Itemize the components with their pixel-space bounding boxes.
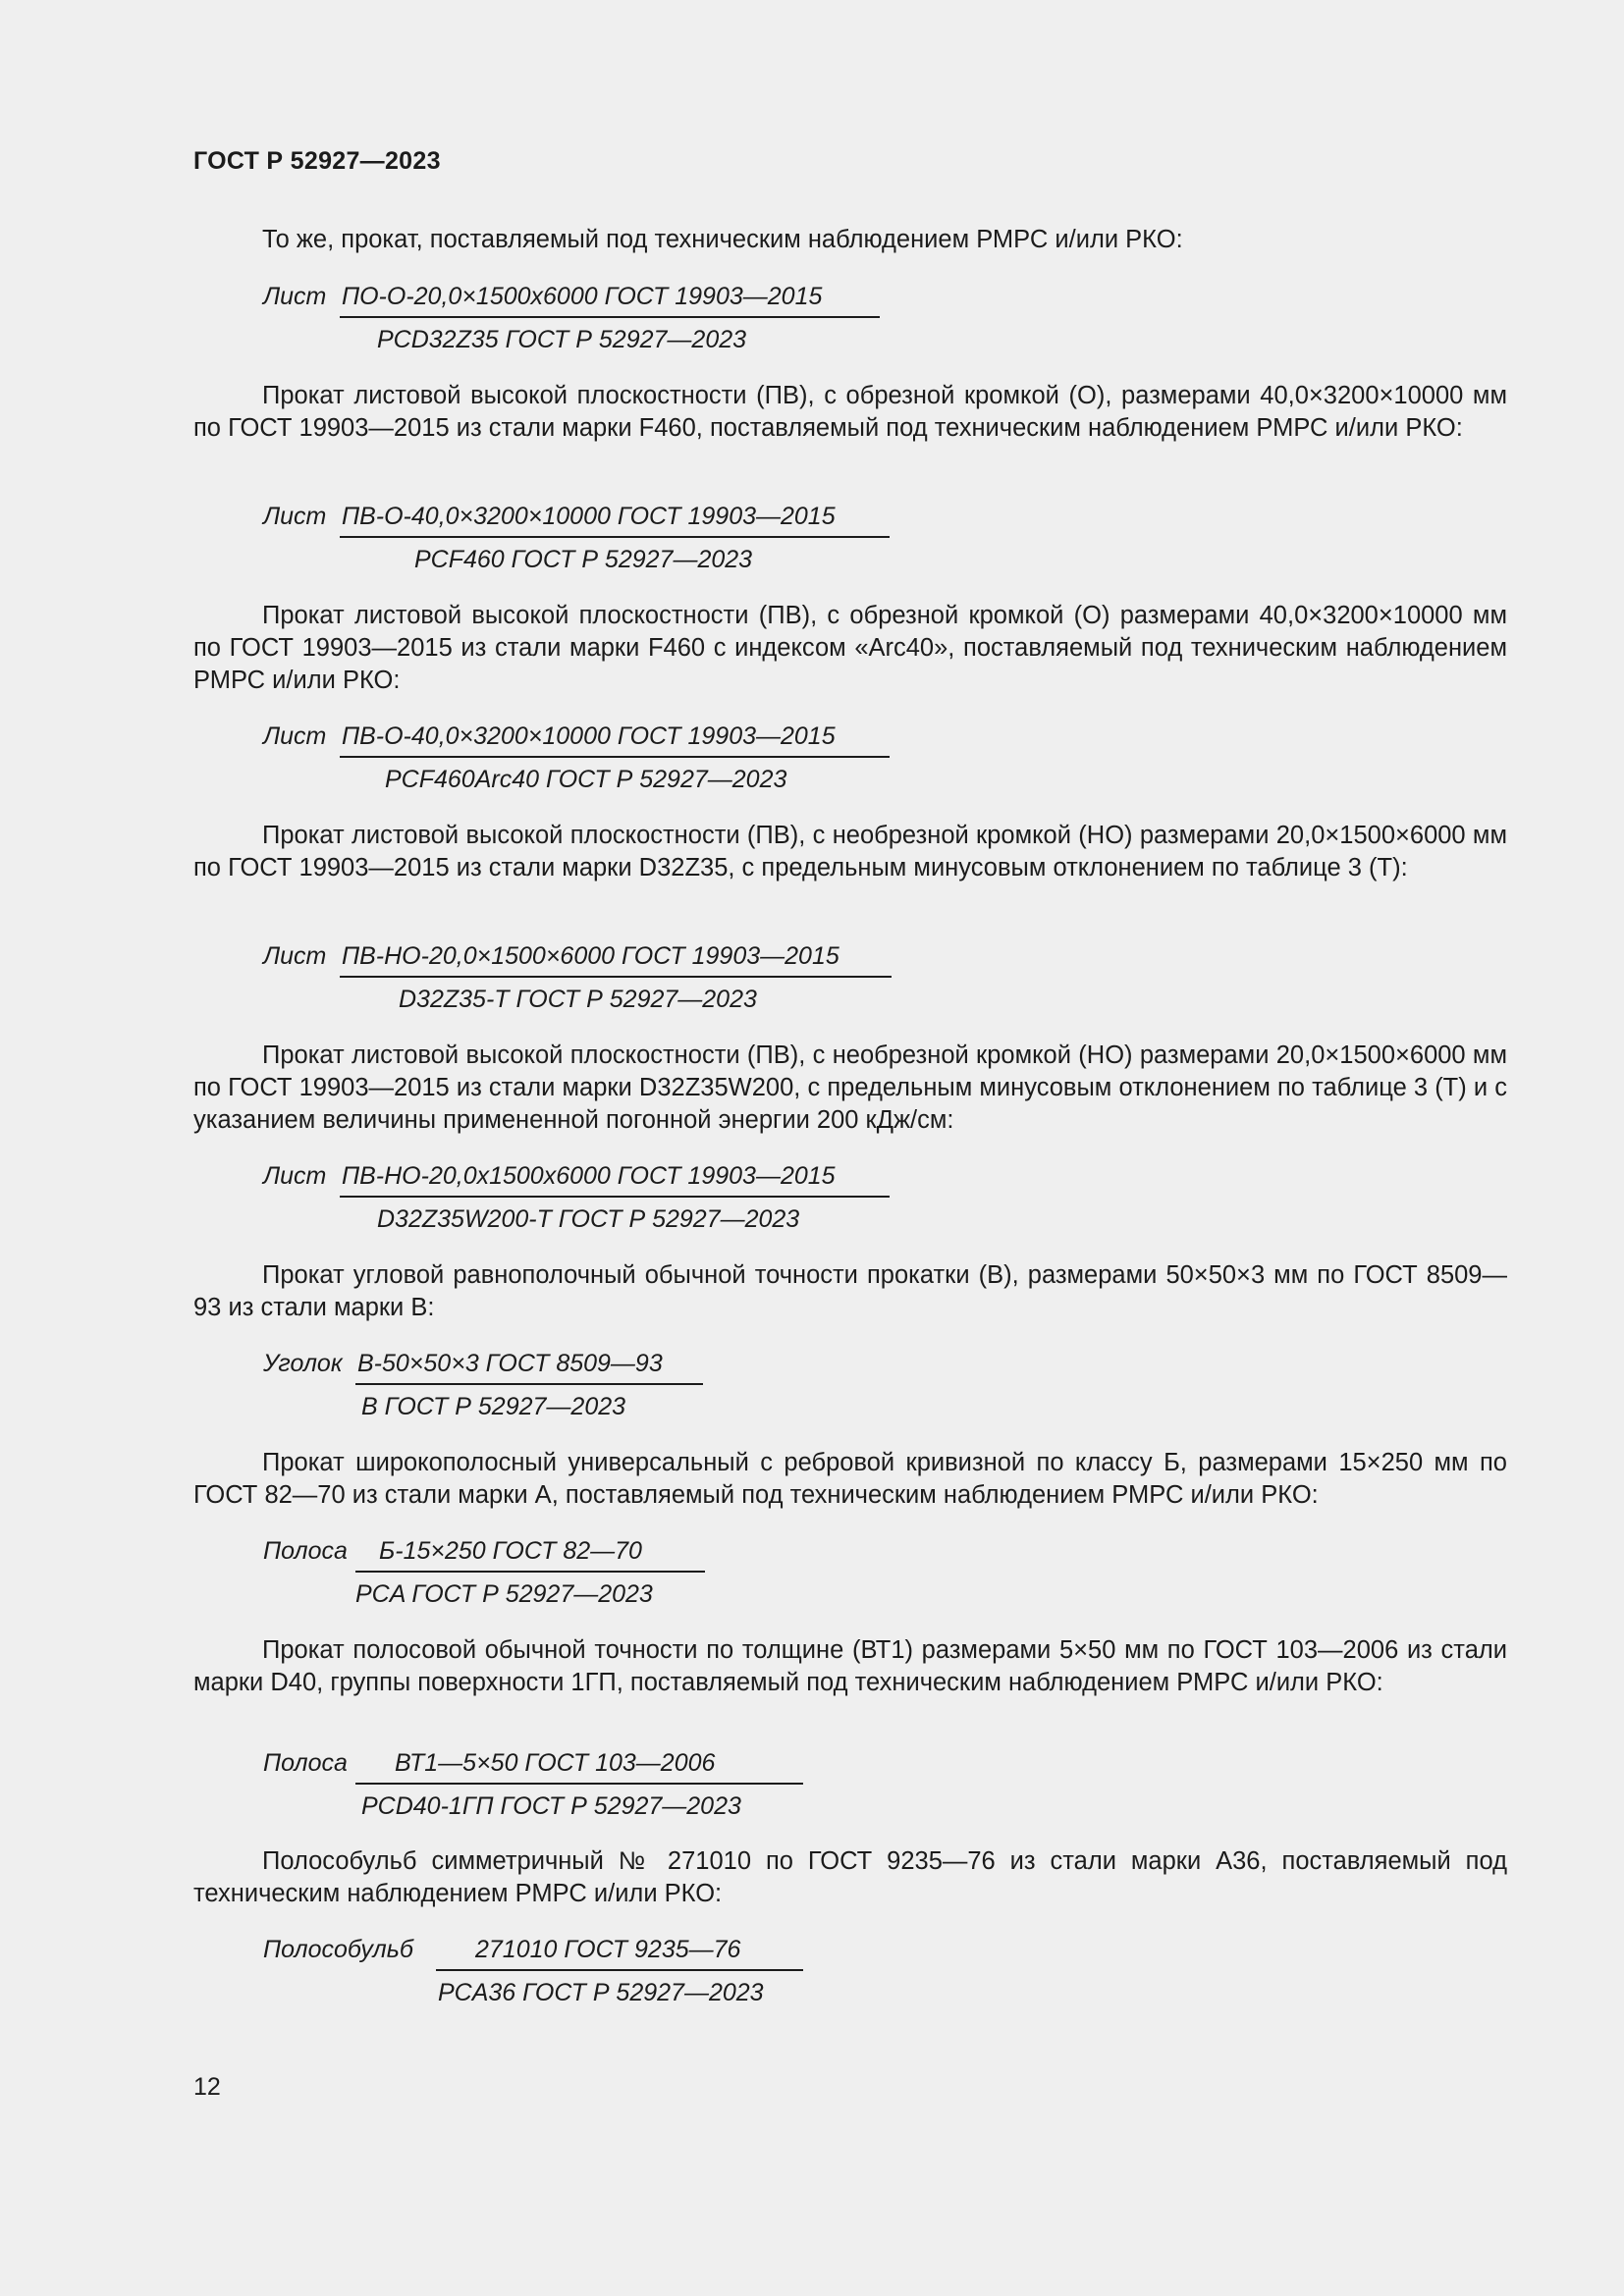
designation-label: Лист — [263, 283, 327, 310]
designation-numerator: ВТ1—5×50 ГОСТ 103—2006 — [395, 1749, 716, 1777]
paragraph: Прокат широкополосный универсальный с ребровой кривизной по классу Б, размерами 15×250 мм по ГОСТ 82—70 из стали марки А, поставляемый под техническим наблюдением РМРС и/или РКО: — [193, 1449, 1507, 1509]
designation-label: Полособульб — [263, 1936, 413, 1963]
designation-denominator: В ГОСТ Р 52927—2023 — [361, 1393, 626, 1420]
designation-label: Полоса — [263, 1749, 348, 1777]
document-header: ГОСТ Р 52927—2023 — [193, 147, 441, 175]
designation-label: Лист — [263, 722, 327, 750]
designation-label: Лист — [263, 1162, 327, 1190]
fraction-line — [340, 756, 890, 758]
designation-label: Уголок — [263, 1350, 343, 1377]
designation-denominator: PCA36 ГОСТ Р 52927—2023 — [438, 1979, 764, 2006]
paragraph: Прокат листовой высокой плоскостности (ПВ), с необрезной кромкой (НО) размерами 20,0×1500×6000 мм по ГОСТ 19903—2015 из стали марки D32Z35W200, с предельным минусовым отклонением по таблице 3 (Т) и с указанием величины примененной погонной энергии 200 кДж/см: — [193, 1041, 1507, 1134]
designation-numerator: ПВ-НО-20,0×1500×6000 ГОСТ 19903—2015 — [342, 942, 839, 970]
fraction-line — [355, 1783, 803, 1785]
designation-denominator: PCD40-1ГП ГОСТ Р 52927—2023 — [361, 1792, 741, 1820]
designation-label: Лист — [263, 942, 327, 970]
fraction-line — [340, 976, 892, 978]
paragraph: Прокат листовой высокой плоскостности (ПВ), с обрезной кромкой (О) размерами 40,0×3200×10000 мм по ГОСТ 19903—2015 из стали марки F460 с индексом «Arc40», поставляемый под техническим наблюдением РМРС и/или РКО: — [193, 602, 1507, 694]
designation-numerator: 271010 ГОСТ 9235—76 — [475, 1936, 741, 1963]
page-number: 12 — [193, 2073, 221, 2101]
designation-denominator: PCD32Z35 ГОСТ Р 52927—2023 — [377, 326, 747, 353]
designation-numerator: ПВ-НО-20,0х1500х6000 ГОСТ 19903—2015 — [342, 1162, 836, 1190]
designation-numerator: ПО-О-20,0×1500х6000 ГОСТ 19903—2015 — [342, 283, 823, 310]
fraction-line — [340, 1196, 890, 1198]
designation-numerator: Б-15×250 ГОСТ 82—70 — [379, 1537, 642, 1565]
designation-denominator: PCF460 ГОСТ Р 52927—2023 — [414, 546, 753, 573]
fraction-line — [340, 536, 890, 538]
designation-denominator: PCF460Arc40 ГОСТ Р 52927—2023 — [385, 766, 787, 793]
paragraph: Полособульб симметричный № 271010 по ГОСТ 9235—76 из стали марки А36, поставляемый под техническим наблюдением РМРС и/или РКО: — [193, 1847, 1507, 1907]
designation-numerator: ПВ-О-40,0×3200×10000 ГОСТ 19903—2015 — [342, 722, 836, 750]
designation-denominator: PCA ГОСТ Р 52927—2023 — [355, 1580, 653, 1608]
fraction-line — [355, 1571, 705, 1573]
designation-label: Полоса — [263, 1537, 348, 1565]
designation-denominator: D32Z35W200-T ГОСТ Р 52927—2023 — [377, 1205, 800, 1233]
designation-numerator: В-50×50×3 ГОСТ 8509—93 — [357, 1350, 663, 1377]
fraction-line — [436, 1969, 803, 1971]
fraction-line — [355, 1383, 703, 1385]
designation-denominator: D32Z35-T ГОСТ Р 52927—2023 — [399, 986, 757, 1013]
paragraph: Прокат полосовой обычной точности по толщине (ВТ1) размерами 5×50 мм по ГОСТ 103—2006 из стали марки D40, группы поверхности 1ГП, поставляемый под техническим наблюдением РМРС и/или РКО: — [193, 1636, 1507, 1696]
paragraph: Прокат угловой равнополочный обычной точности прокатки (В), размерами 50×50×3 мм по ГОСТ 8509—93 из стали марки В: — [193, 1261, 1507, 1321]
fraction-line — [340, 316, 880, 318]
designation-label: Лист — [263, 503, 327, 530]
paragraph: Прокат листовой высокой плоскостности (ПВ), с обрезной кромкой (О), размерами 40,0×3200×10000 мм по ГОСТ 19903—2015 из стали марки F460, поставляемый под техническим наблюдением РМРС и/или РКО: — [193, 382, 1507, 442]
paragraph: Прокат листовой высокой плоскостности (ПВ), с необрезной кромкой (НО) размерами 20,0×1500×6000 мм по ГОСТ 19903—2015 из стали марки D32Z35, с предельным минусовым отклонением по таблице 3 (Т): — [193, 822, 1507, 881]
designation-numerator: ПВ-О-40,0×3200×10000 ГОСТ 19903—2015 — [342, 503, 836, 530]
paragraph: То же, прокат, поставляемый под техническим наблюдением РМРС и/или РКО: — [262, 226, 1183, 253]
